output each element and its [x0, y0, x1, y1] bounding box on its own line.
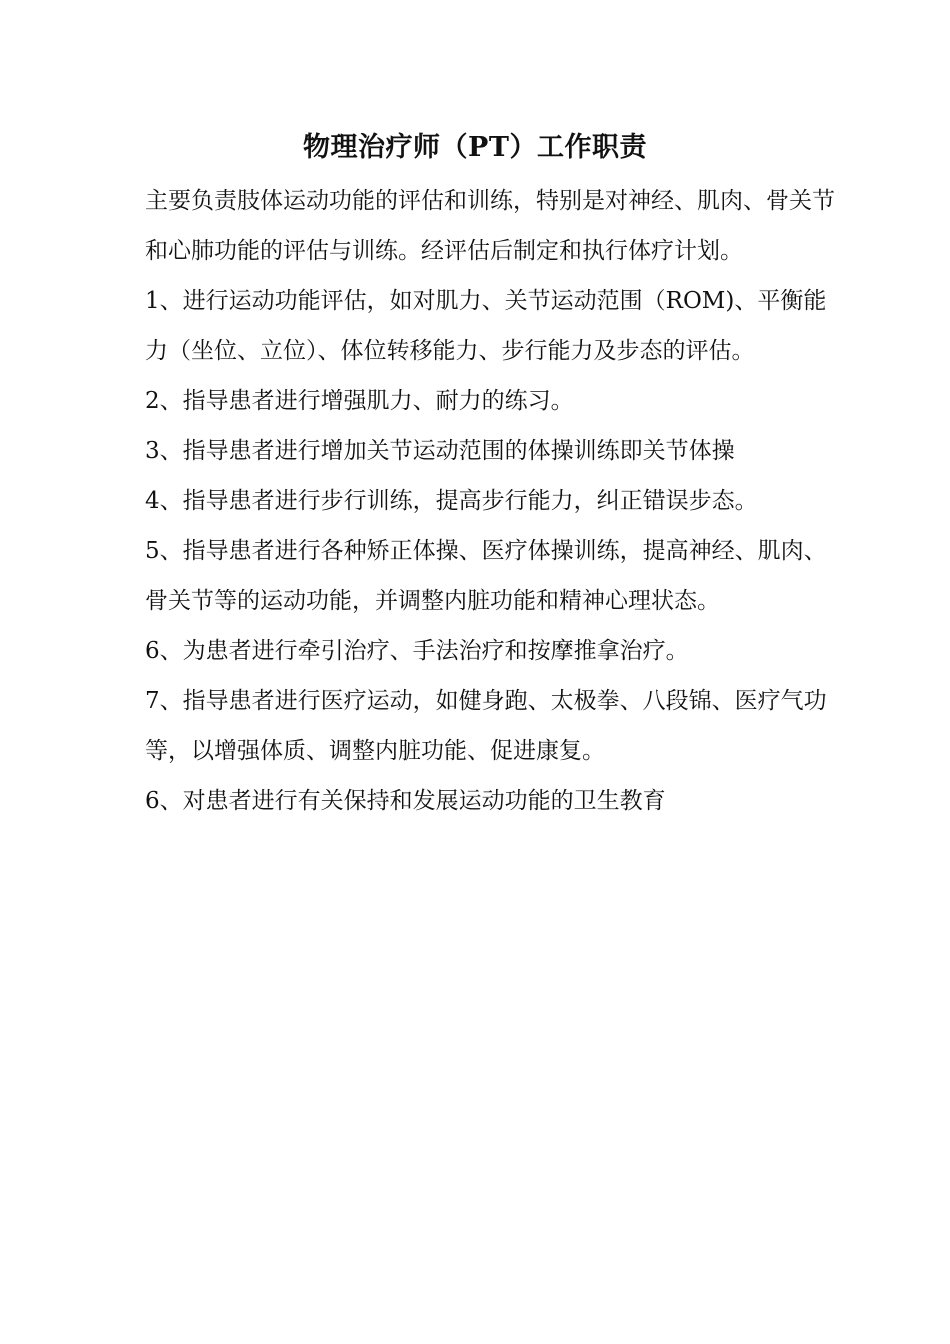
- document-title: 物理治疗师（PT）工作职责: [303, 132, 647, 163]
- document-body: [145, 176, 835, 826]
- duty-item-4: 4、指导患者进行步行训练，提高步行能力，纠正错误步态。: [145, 488, 758, 514]
- duty-item-3: 3、指导患者进行增加关节运动范围的体操训练即关节体操: [145, 438, 735, 464]
- duty-item-2: 2、指导患者进行增强肌力、耐力的练习。: [145, 388, 574, 414]
- duty-item-7: 7、指导患者进行医疗运动，如健身跑、太极拳、八段锦、医疗气功等，以增强体质、调整内脏功能、促进康复。: [145, 688, 827, 764]
- duty-item-1: 1、进行运动功能评估，如对肌力、关节运动范围（ROM)、平衡能力（坐位、立位）、体位转移能力、步行能力及步态的评估。: [145, 288, 827, 364]
- duty-item-6: 6、为患者进行牵引治疗、手法治疗和按摩推拿治疗。: [145, 638, 689, 664]
- intro-paragraph: 主要负责肢体运动功能的评估和训练，特别是对神经、肌肉、骨关节和心肺功能的评估与训练。经评估后制定和执行体疗计划。: [145, 188, 835, 264]
- duty-item-5: 5、指导患者进行各种矫正体操、医疗体操训练，提高神经、肌肉、骨关节等的运动功能，并调整内脏功能和精神心理状态。: [145, 538, 827, 614]
- duty-item-8: 6、对患者进行有关保持和发展运动功能的卫生教育: [145, 788, 666, 814]
